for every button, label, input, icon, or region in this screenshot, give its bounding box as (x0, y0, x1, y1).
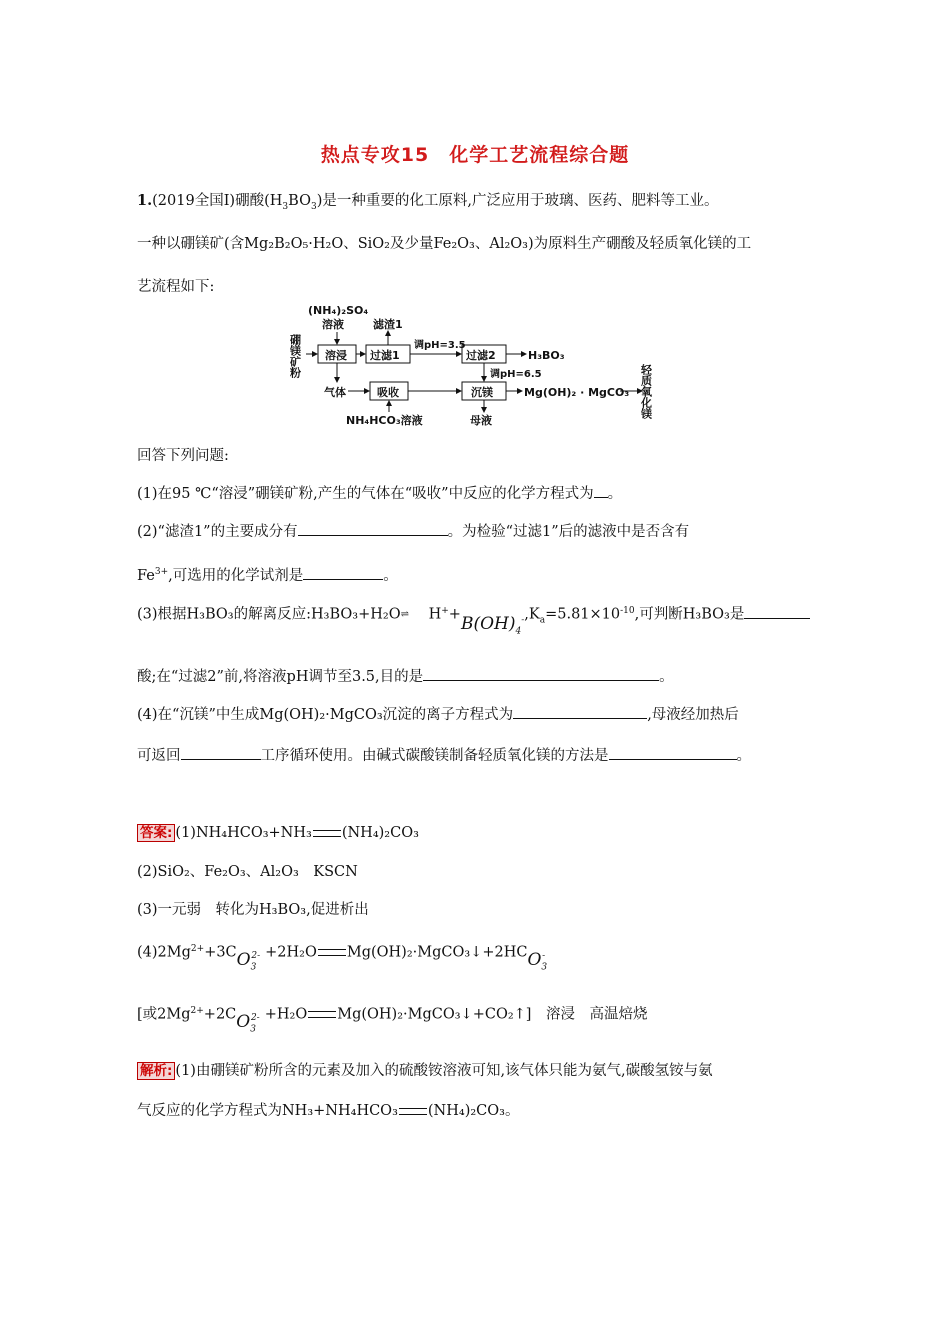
question-line-3: 艺流程如下: (137, 279, 215, 295)
question-number: 1. (137, 192, 153, 209)
ph-adjust-6-5: 调pH=6.5 (490, 369, 542, 380)
page-title: 热点专攻15 化学工艺流程综合题 (320, 144, 630, 166)
blank[interactable] (744, 604, 810, 619)
answer-line-2: (2)SiO₂、Fe₂O₃、Al₂O₃ KSCN (137, 864, 358, 880)
question-source: (2019全国Ⅰ) (152, 193, 236, 209)
answer-line-1: 答案: (1)NH₄HCO₃+NH₃ (NH₄)₂CO₃ (137, 823, 419, 843)
final-product-label: 轻质氧化镁 (639, 364, 653, 419)
part-2b: $Fe^{3+}$,可选用的化学试剂是 。 (137, 562, 398, 586)
answer-line-3: (3)一元弱 转化为H₃BO₃,促进析出 (137, 902, 369, 918)
analysis-label: 解析: (137, 1062, 175, 1080)
svg-text:沉镁: 沉镁 (471, 386, 493, 399)
ph-adjust-3-5: 调pH=3.5 (414, 340, 466, 351)
svg-text:过滤2: 过滤2 (466, 349, 496, 362)
mother-liquor-label: 母液 (470, 414, 492, 427)
svg-text:过滤1: 过滤1 (370, 349, 400, 362)
raw-material-label: 硼镁矿粉 (288, 334, 302, 378)
analysis-line-2: 气反应的化学方程式为NH₃+NH₄HCO₃ (NH₄)₂CO₃。 (137, 1103, 520, 1119)
part-4b: 可返回 工序循环使用。由碱式碳酸镁制备轻质氧化镁的方法是 。 (137, 745, 751, 766)
equals-arrow-icon (318, 949, 346, 956)
svg-text:吸收: 吸收 (377, 386, 399, 399)
blank[interactable] (423, 666, 659, 681)
part-3a: (3)根据H₃BO₃的解离反应:H₃BO₃+H₂O⇌ $H^++B(OH)_4^-,K_a=5.81\times 10^{-10}$,可判断H₃BO₃是 (137, 600, 810, 631)
process-flow-diagram (290, 300, 670, 430)
equals-arrow-icon (308, 1011, 336, 1018)
answer-label: 答案: (137, 824, 175, 842)
gas-label: 气体 (324, 386, 346, 399)
answer-line-5: [或$2Mg^{2+}+2CO_3^{2-} +H_2O$ Mg(OH)₂·MgCO₃↓+CO₂↑] 溶浸 高温焙烧 (137, 1005, 648, 1035)
part-4a: (4)在“沉镁”中生成Mg(OH)₂·MgCO₃沉淀的离子方程式为 ,母液经加热后 (137, 704, 739, 725)
equilibrium-arrow-icon: ⇌ (400, 609, 409, 621)
analysis-line-1: 解析: (1)由硼镁矿粉所含的元素及加入的硫酸铵溶液可知,该气体只能为氨气,碳酸氢铵与氨 (137, 1061, 713, 1081)
blank[interactable] (594, 483, 608, 498)
reagent-ammonium-sulfate: (NH₄)₂SO₄ (308, 304, 369, 317)
blank[interactable] (298, 521, 448, 536)
question-line-1: 1.(2019全国Ⅰ)硼酸$(H_3BO_3)$是一种重要的化工原料,广泛应用于玻璃、医药、肥料等工业。 (137, 192, 719, 212)
residue-1-label: 滤渣1 (373, 318, 403, 331)
svg-text:溶浸: 溶浸 (325, 349, 347, 362)
part-3b: 酸;在“过滤2”前,将溶液pH调节至3.5,目的是 。 (137, 666, 674, 687)
answer-line-4: $(4)2Mg^{2+}+3CO_3^{2-} +2H_2O$ $Mg(OH)_2\cdot MgCO_3↓+2HCO_3^-$ (137, 943, 548, 973)
blank[interactable] (303, 565, 383, 580)
part-1: (1)在95 ℃“溶浸”硼镁矿粉,产生的气体在“吸收”中反应的化学方程式为 。 (137, 483, 622, 504)
equals-arrow-icon (399, 1108, 427, 1115)
part-2a: (2)“滤渣1”的主要成分有 。为检验“过滤1”后的滤液中是否含有 (137, 521, 689, 542)
mg-product-label: Mg(OH)₂ · MgCO₃ (524, 386, 630, 399)
reagent-nh4hco3: NH₄HCO₃溶液 (346, 414, 423, 427)
product-boric-acid: H₃BO₃ (528, 349, 565, 362)
reagent-solution-label: 溶液 (322, 318, 344, 331)
question-line-2: 一种以硼镁矿(含Mg₂B₂O₅·H₂O、SiO₂及少量Fe₂O₃、Al₂O₃)为原料生产硼酸及轻质氧化镁的工 (137, 236, 752, 252)
blank[interactable] (181, 745, 261, 760)
answer-prompt: 回答下列问题: (137, 448, 229, 464)
blank[interactable] (513, 704, 647, 719)
blank[interactable] (609, 745, 737, 760)
equals-arrow-icon (313, 830, 341, 837)
